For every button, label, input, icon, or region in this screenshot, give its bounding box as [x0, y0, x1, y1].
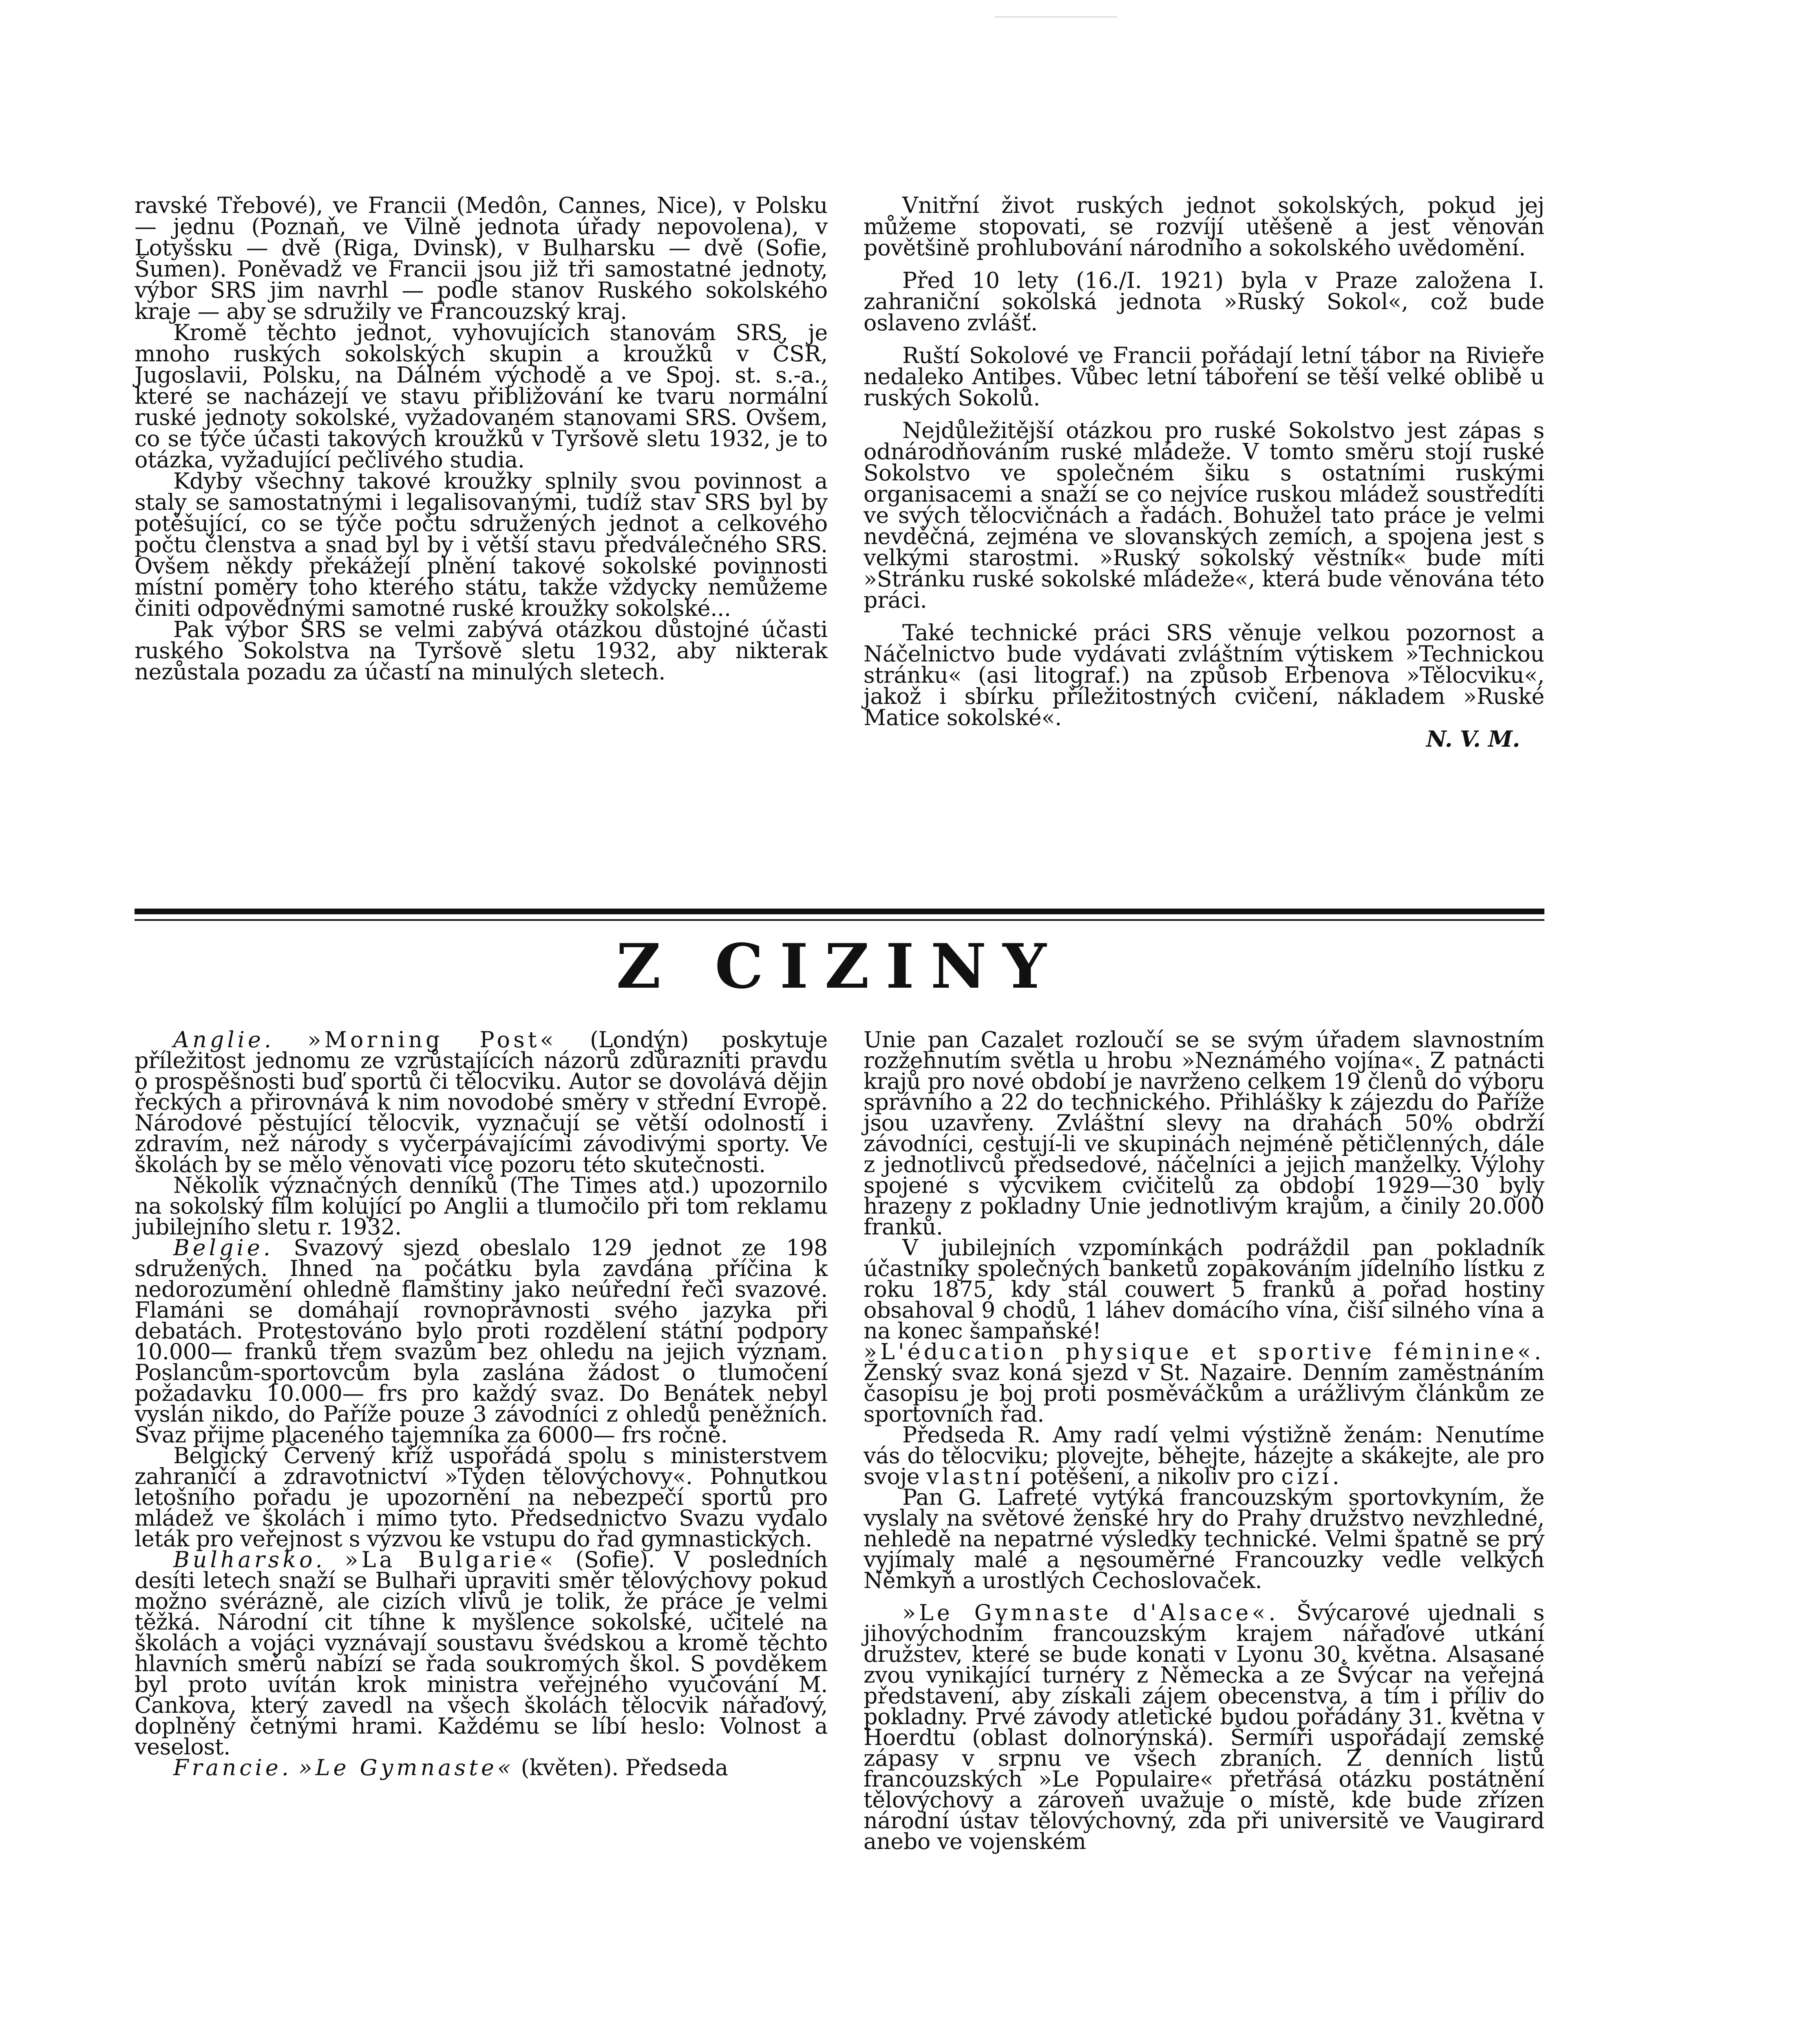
paragraph-text: Předseda R. Amy radí velmi výstižně ženám: Nenutíme vás do tělocviku; plovejte, běhejte, házejte a skákejte, ale pro svoje — [864, 1422, 1544, 1489]
paragraph-text: (Londýn) poskytuje příležitost jednomu ze vzrůstajících názorů zdůrazniti pravdu o prospěšnosti buď sportů či tělocviku. Autor se dovolává dějin řeckých a přirovnává k nim novodobé směry v střední Evropě. Národové pěstující tělocvik, vyznačují se větší odolností i zdravím, než národy s vyčerpávajícími závodivými sporty. Ve školách by se mělo věnovati více pozoru této skutečnosti. — [135, 1027, 828, 1177]
paragraph: Kromě těchto jednot, vyhovujících stanovám SRS, je mnoho ruských sokolských skupin a kroužků v ČSR, Jugoslavii, Polsku, na Dálném východě a ve Spoj. st. s.-a., které se nacházejí ve stavu přibližování ke tvaru normální ruské jednoty sokolské, vyžadovaném stanovami SRS. Ovšem, co se týče účasti takových kroužků v Tyršově sletu 1932, je to otázka, vyžadující pečlivého studia. — [135, 320, 828, 473]
paragraph-text: Ženský svaz koná sjezd v St. Nazaire. Denním zaměstnáním časopisu je boj proti posměváčkům a urážlivým článkům ze sportovních řad. — [864, 1360, 1544, 1427]
newspaper-title: »Morning Post« — [307, 1027, 557, 1053]
paragraph: Nejdůležitější otázkou pro ruské Sokolstvo jest zápas s odnárodňováním ruské mládeže. V tomto směru stojí ruské Sokolstvo ve společném šiku s ostatními ruskými organisacemi a snaží se co nejvíce ruskou mládež soustředíti ve svých tělocvičnách a řadách. Bohužel tato práce je velmi nevděčná, zejména ve slovanských zemích, a spojena jest s velkými starostmi. »Ruský sokolský věstník« bude míti »Stránku ruské sokolské mládeže«, která bude věnována této práci. — [864, 418, 1544, 613]
paragraph-amy — [864, 1424, 1544, 1487]
section-divider-thin — [135, 919, 1544, 921]
author-signature: N. V. M. — [1426, 726, 1520, 752]
top-right-column — [864, 192, 1544, 752]
paragraph-text: Svazový sjezd obeslalo 129 jednot ze 198 sdružených. Ihned na počátku byla zavdána příčina k nedorozumění ohledně flamštiny jako neúřední řeči svazové. Flamáni se domáhají rovnoprávnosti svého jazyka při debatách. Protestováno bylo proti rozdělení státní podpory 10.000— franků třem svazům bez ohledu na jejich význam. Poslancům-sportovcům byla zaslána žádost o tlumočení požadavku 10.000— frs pro každý svaz. Do Benátek nebyl vyslán nikdo, do Paříže pouze 3 závodníci z ohledů peněžních. Svaz přijme placeného tajemníka za 6000— frs ročně. — [135, 1235, 828, 1448]
paragraph-alsace — [864, 1602, 1544, 1852]
bottom-right-column — [864, 1029, 1544, 1852]
paragraph-bulharsko — [135, 1547, 828, 1760]
section-heading: Z CIZINY — [616, 931, 1063, 1002]
country-name: Anglie. — [173, 1027, 275, 1053]
paragraph-text: Švýcarové ujednali s jihovýchodním francouzským krajem nářaďové utkání družstev, které se bude konati v Lyonu 30. května. Alsasané zvou vynikající turnéry z Německa a ze Švýcar na veřejná představení, aby získali zájem obecenstva, a tím i příliv do pokladny. Prvé závody atletické budou pořádány 31. května v Hoerdtu (oblast dolnorýnská). Šermíři uspořádají zemské zápasy v srpnu ve všech zbraních. Z denních listů francouzských »Le Populaire« přetřásá otázku postátnění tělovýchovy a zároveň uvažuje o místě, kde bude zřízen národní ústav tělovýchovný, zda při universitě ve Vaugirard anebo ve vojenském — [864, 1600, 1544, 1854]
emphasis: vlastní — [926, 1464, 1023, 1489]
country-name: Belgie. — [173, 1235, 274, 1261]
paragraph-anglie — [135, 1029, 828, 1175]
scan-edge-mark — [995, 0, 1117, 18]
section-divider-thick — [135, 909, 1544, 914]
paragraph: Unie pan Cazalet rozloučí se se svým úřadem slavnostním rozžehnutím světla u hrobu »Neznámého vojína«. Z patnácti krajů pro nové období je navrženo celkem 19 členů do výboru správního a 22 do technického. Přihlášky k zájezdu do Paříže jsou uzavřeny. Zvláštní slevy na drahách 50% obdrží závodníci, cestují-li ve skupinách nejméně pětičlenných, dále z jednotlivců předsedové, náčelníci a jejich manželky. Výlohy spojené s výcvikem cvičitelů za období 1929—30 byly hrazeny z pokladny Unie jednotlivým krajům, a činily 20.000 franků. — [864, 1027, 1544, 1240]
paragraph: V jubilejních vzpomínkách podráždil pan pokladník účastníky společných banketů zopakováním jídelního lístku z roku 1875, kdy stál couwert 5 franků a pořad hostiny obsahoval 9 chodů, 1 láhev domácího vína, čiší silného vína a na konec šampaňské! — [864, 1235, 1544, 1344]
newspaper-title: »Le Gymnaste d'Alsace«. — [902, 1600, 1279, 1625]
paragraph: Ruští Sokolové ve Francii pořádají letní tábor na Rivieře nedaleko Antibes. Vůbec letní táboření se těší velké oblibě u ruských Sokolů. — [864, 343, 1544, 411]
country-name: Francie. — [173, 1755, 292, 1780]
paragraph-belgie — [135, 1235, 828, 1448]
paragraph: Také technické práci SRS věnuje velkou pozornost a Náčelnictvo bude vydávati zvláštním výtiskem »Technickou stránku« (asi litograf.) na způsob Erbenova »Tělocviku«, jakož i sbírku příležitostných cvičení, nákladem »Ruské Matice sokolské«. — [864, 620, 1544, 730]
paragraph: Kdyby všechny takové kroužky splnily svou povinnost a staly se samostatnými i legalisovanými, tudíž stav SRS byl by potěšující, co se týče počtu sdružených jednot a celkového počtu členstva a snad byl by i větší stavu předválečného SRS. Ovšem někdy překážejí plnění takové sokolské povinnosti místní poměry toho kterého státu, takže vždycky nemůžeme činiti odpovědnými samotné ruské kroužky sokolské... — [135, 468, 828, 621]
paragraph: Před 10 lety (16./I. 1921) byla v Praze založena I. zahraniční sokolská jednota »Ruský Sokol«, což bude oslaveno zvlášť. — [864, 268, 1544, 336]
paragraph: Vnitřní život ruských jednot sokolských, pokud jej můžeme stopovati, se rozvíjí utěšeně a jest věnován povětšině prohlubování národního a sokolského uvědomění. — [864, 192, 1544, 261]
paragraph: Několik význačných denníků (The Times atd.) upozornilo na sokolský film kolující po Anglii a tlumočilo při tom reklamu jubilejního sletu r. 1932. — [135, 1172, 828, 1240]
paragraph-francie — [135, 1757, 828, 1778]
paragraph: Pak výbor SRS se velmi zabývá otázkou důstojné účasti ruského Sokolstva na Tyršově sletu 1932, aby nikterak nezůstala pozadu za účastí na minulých sletech. — [135, 617, 828, 685]
top-left-column — [135, 192, 828, 685]
paragraph-education — [864, 1339, 1544, 1427]
newspaper-title: »La Bulgarie« — [345, 1547, 557, 1572]
country-name: Bulharsko. — [173, 1547, 326, 1572]
bottom-left-column — [135, 1029, 828, 1778]
paragraph: Pan G. Lafreté vytýká francouzským sportovkyním, že vyslaly na světové ženské hry do Prahy družstvo nevzhledné, nehledě na nepatrné výsledky technické. Velmi špatně se prý vyjímaly malé a nesouměrné Francouzky vedle velkých Němkyň a urostlých Čechoslovaček. — [864, 1484, 1544, 1593]
newspaper-title: »L'éducation physique et sportive féminine«. — [864, 1339, 1544, 1364]
paragraph: ravské Třebové), ve Francii (Medôn, Cannes, Nice), v Polsku — jednu (Poznaň, ve Vilně jednota úřady nepovolena), v Lotyšsku — dvě (Riga, Dvinsk), v Bulharsku — dvě (Sofie, Šumen). Poněvadž ve Francii jsou již tři samostatné jednoty, výbor SRS jim navrhl — podle stanov Ruského sokolského kraje — aby se sdružily ve Francouzský kraj. — [135, 192, 828, 324]
newspaper-title: »Le Gymnaste« — [298, 1755, 514, 1780]
paragraph-text: (květen). Předseda — [521, 1755, 728, 1780]
emphasis: cizí. — [1281, 1464, 1343, 1489]
paragraph: Belgický Červený kříž uspořádá spolu s ministerstvem zahraničí a zdravotnictví »Týden tělovýchovy«. Pohnutkou letošního pořadu je upozornění na nebezpečí sportů pro mládež ve školách i mimo tyto. Předsednictvo Svazu vydalo leták pro veřejnost s výzvou ke vstupu do řad gymnastických. — [135, 1443, 828, 1552]
paragraph-text: (Sofie). V posledních desíti letech snaží se Bulhaři upraviti směr tělovýchovy pokud možno svérázně, ale cizích vlivů je tolik, že práce je velmi těžká. Národní cit tíhne k myšlence sokolské, učitelé na školách a vojáci vyznávají soustavu švédskou a kromě těchto hlavních směrů nabízí se řada soukromých škol. S povděkem byl proto uvítán krok ministra veřejného vyučování M. Cankova, který zavedl na všech školách tělocvik nářaďový, doplněný četnými hrami. Každému se líbí heslo: Volnost a veselost. — [135, 1547, 828, 1760]
paragraph-text: potěšení, a nikoliv pro — [1030, 1464, 1274, 1489]
